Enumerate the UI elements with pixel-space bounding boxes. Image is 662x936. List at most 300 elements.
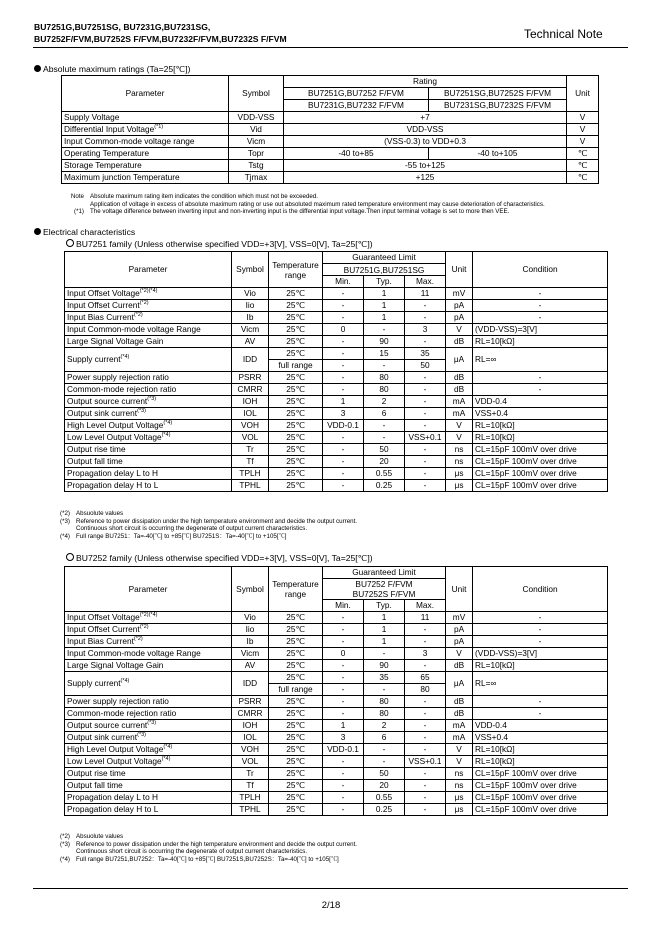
elec-row <box>65 456 608 468</box>
min-cell: - <box>323 696 364 708</box>
symbol-cell: Tstg <box>229 160 284 172</box>
temperature-cell: 25℃ <box>269 612 323 624</box>
temperature-cell: 25℃ <box>269 480 323 492</box>
parameter-name: Low Level Output Voltage <box>67 432 162 442</box>
condition-cell: - <box>473 288 608 300</box>
max-cell: - <box>405 660 446 672</box>
symbol-cell: Ib <box>232 312 269 324</box>
temperature-cell: 25℃ <box>269 780 323 792</box>
typ-cell: 80 <box>364 708 405 720</box>
condition-cell: - <box>473 312 608 324</box>
unit-cell: μs <box>446 480 473 492</box>
parameter-cell <box>65 624 232 636</box>
unit-cell: V <box>567 124 599 136</box>
typ-cell: 1 <box>364 312 405 324</box>
unit-cell: V <box>446 756 473 768</box>
footnote-ref: (*2) <box>133 636 143 642</box>
temperature-cell: 25℃ <box>269 444 323 456</box>
footnote-ref: (*2) <box>139 300 149 306</box>
note-line <box>46 856 357 864</box>
unit-cell: ℃ <box>567 172 599 184</box>
condition-cell: RL=10[kΩ] <box>473 756 608 768</box>
unit-cell: dB <box>446 708 473 720</box>
unit-cell: ns <box>446 768 473 780</box>
header-parameter: Parameter <box>65 567 232 612</box>
bu7252-family-title: BU7252 family (Unless otherwise specified VDD=+3[V], VSS=0[V], Ta=25[℃]) <box>66 553 373 564</box>
condition-cell: CL=15pF 100mV over drive <box>473 780 608 792</box>
note-key: (*2) <box>60 510 70 517</box>
typ-cell: 90 <box>364 336 405 348</box>
parameter-cell <box>65 756 232 768</box>
abs-max-section-title: Absolute maximum ratings (Ta=25[℃]) <box>34 64 190 75</box>
note-text: Full range BU7251：Ta=-40[℃] to +85[℃] BU7251S：Ta=-40[℃] to +105[℃] <box>76 532 287 540</box>
parameter-name: High Level Output Voltage <box>67 744 164 754</box>
typ-cell: 15 <box>364 348 405 360</box>
typ-cell: 0.25 <box>364 804 405 816</box>
parameter-name: Large Signal Voltage Gain <box>67 336 164 346</box>
min-cell: - <box>323 672 364 684</box>
typ-cell: - <box>364 744 405 756</box>
max-cell: - <box>405 720 446 732</box>
typ-cell: 6 <box>364 732 405 744</box>
note-key: (*1) <box>74 208 84 216</box>
min-cell: - <box>323 624 364 636</box>
typ-cell: 50 <box>364 444 405 456</box>
condition-cell: RL=∞ <box>473 672 608 696</box>
note-line <box>46 848 357 856</box>
note-line <box>46 833 357 841</box>
parameter-name: Storage Temperature <box>64 160 142 170</box>
parameter-cell <box>65 372 232 384</box>
typ-cell: 0.55 <box>364 792 405 804</box>
min-cell: VDD-0.1 <box>323 420 364 432</box>
header-divider <box>33 47 628 48</box>
title-line-1: BU7251G,BU7251SG, BU7231G,BU7231SG, <box>34 22 211 32</box>
typ-cell: - <box>364 756 405 768</box>
temperature-cell: 25℃ <box>269 384 323 396</box>
temperature-cell: 25℃ <box>269 660 323 672</box>
typ-cell: 80 <box>364 372 405 384</box>
parameter-cell <box>65 744 232 756</box>
header-typ: Typ. <box>364 600 405 612</box>
symbol-cell: VOH <box>232 744 269 756</box>
condition-cell: (VDD-VSS)=3[V] <box>473 324 608 336</box>
symbol-cell: VOH <box>232 420 269 432</box>
min-cell: 1 <box>323 720 364 732</box>
unit-cell: μA <box>446 672 473 696</box>
header-unit: Unit <box>446 567 473 612</box>
elec-row <box>65 324 608 336</box>
parameter-name: Output sink current <box>67 732 138 742</box>
symbol-cell: VOL <box>232 432 269 444</box>
elec-row <box>65 732 608 744</box>
footnote-ref: (*2) <box>133 312 143 318</box>
typ-cell: 1 <box>364 300 405 312</box>
condition-cell: - <box>473 636 608 648</box>
header-guaranteed-limit: Guaranteed Limit <box>323 567 446 579</box>
typ-cell: 80 <box>364 696 405 708</box>
note-text: Continuous short circuit is occurring the degenerate of output current characteristics. <box>76 525 308 533</box>
footnote-ref: (*4) <box>120 678 130 684</box>
temperature-cell: 25℃ <box>269 288 323 300</box>
note-text: Continuous short circuit is occurring the degenerate of output current characteristics. <box>76 848 308 856</box>
abs-header-group1-line1: BU7251G,BU7252 F/FVM <box>284 88 429 100</box>
footnote-ref: (*4) <box>161 756 171 762</box>
temperature-cell: 25℃ <box>269 792 323 804</box>
circle-bullet-icon <box>66 239 74 247</box>
typ-cell: 1 <box>364 612 405 624</box>
abs-header-group2-line2: BU7231SG,BU7232S F/FVM <box>429 100 567 112</box>
max-cell: - <box>405 636 446 648</box>
parameter-name: Input Bias Current <box>67 312 134 322</box>
elec-row <box>65 612 608 624</box>
typ-cell: 20 <box>364 780 405 792</box>
temperature-cell: 25℃ <box>269 396 323 408</box>
temperature-cell: 25℃ <box>269 768 323 780</box>
min-cell: - <box>323 756 364 768</box>
header-temp-line1: Temperature <box>272 259 319 270</box>
footnote-ref: (*2) <box>139 624 149 630</box>
typ-cell: - <box>364 360 405 372</box>
symbol-cell: CMRR <box>232 708 269 720</box>
symbol-cell: IOH <box>232 720 269 732</box>
note-text: Reference to power dissipation under the high temperature environment and decide the output current. <box>76 840 358 848</box>
min-cell: - <box>323 660 364 672</box>
symbol-cell: IDD <box>232 348 269 372</box>
elec-row <box>65 780 608 792</box>
parameter-name: Input Offset Voltage <box>67 612 140 622</box>
min-cell: - <box>323 348 364 360</box>
unit-cell: pA <box>446 624 473 636</box>
temperature-cell: 25℃ <box>269 756 323 768</box>
parameter-name: Propagation delay L to H <box>67 468 159 478</box>
title-line-2: BU7252F/FVM,BU7252S F/FVM,BU7232F/FVM,BU7232S F/FVM <box>34 34 287 44</box>
max-cell: - <box>405 300 446 312</box>
elec-row <box>65 480 608 492</box>
abs-header-symbol: Symbol <box>229 76 284 112</box>
part-number-line2: BU7252S F/FVM <box>352 589 416 599</box>
abs-row <box>62 124 599 136</box>
footnote-ref: (*4) <box>163 420 173 426</box>
elec-row <box>65 756 608 768</box>
symbol-cell: TPHL <box>232 480 269 492</box>
note-text: Application of voltage in excess of absolute maximum rating or use out absoluted maximum rated temperature environment may cause deterioration of characteristics. <box>90 200 545 208</box>
parameter-cell <box>65 324 232 336</box>
rating-cell: VDD-VSS <box>284 124 567 136</box>
parameter-cell <box>65 780 232 792</box>
elec-row <box>65 288 608 300</box>
elec-row <box>65 720 608 732</box>
temperature-cell: 25℃ <box>269 720 323 732</box>
parameter-cell <box>65 444 232 456</box>
condition-cell: - <box>473 612 608 624</box>
temperature-cell: 25℃ <box>269 804 323 816</box>
max-cell: 3 <box>405 648 446 660</box>
note-text: Absuolute values <box>76 510 124 517</box>
parameter-name: Output rise time <box>67 444 126 454</box>
parameter-name: Output fall time <box>67 456 123 466</box>
parameter-name: Output rise time <box>67 768 126 778</box>
temperature-cell: 25℃ <box>269 696 323 708</box>
note-line <box>60 201 545 209</box>
max-cell: - <box>405 336 446 348</box>
note-line <box>60 193 545 201</box>
max-cell: - <box>405 732 446 744</box>
footnote-ref: (*3) <box>137 732 146 738</box>
rating-cell: +125 <box>284 172 567 184</box>
parameter-name: Input Common-mode voltage Range <box>67 324 201 334</box>
note-key <box>46 848 70 856</box>
temperature-cell: 25℃ <box>269 348 323 360</box>
typ-cell: 50 <box>364 768 405 780</box>
temperature-cell: 25℃ <box>269 468 323 480</box>
parameter-cell <box>65 792 232 804</box>
symbol-cell: AV <box>232 336 269 348</box>
footnote-ref: (*4) <box>120 354 130 360</box>
parameter-name: High Level Output Voltage <box>67 420 164 430</box>
elec-header-row <box>65 252 608 264</box>
header-max: Max. <box>405 276 446 288</box>
condition-cell: (VDD-VSS)=3[V] <box>473 648 608 660</box>
typ-cell: 2 <box>364 396 405 408</box>
unit-cell: mV <box>446 612 473 624</box>
min-cell: - <box>323 312 364 324</box>
elec-row <box>65 420 608 432</box>
typ-cell: - <box>364 648 405 660</box>
technical-note-label: Technical Note <box>524 27 603 41</box>
max-cell: - <box>405 780 446 792</box>
symbol-cell: Tr <box>232 768 269 780</box>
note-text: Full range BU7251,BU7252：Ta=-40[℃] to +85[℃] BU7251S,BU7252S：Ta=-40[℃] to +105[℃] <box>76 855 339 863</box>
note-text: Reference to power dissipation under the high temperature environment and decide the output current. <box>76 517 358 525</box>
min-cell: - <box>323 684 364 696</box>
elec-row <box>65 384 608 396</box>
max-cell: - <box>405 804 446 816</box>
bu7251-notes <box>46 510 357 540</box>
abs-header-group1-line2: BU7231G,BU7232 F/FVM <box>284 100 429 112</box>
unit-cell: pA <box>446 636 473 648</box>
condition-cell: CL=15pF 100mV over drive <box>473 792 608 804</box>
parameter-cell <box>65 396 232 408</box>
elec-row <box>65 708 608 720</box>
symbol-cell: IDD <box>232 672 269 696</box>
min-cell: 0 <box>323 648 364 660</box>
temperature-cell: full range <box>269 360 323 372</box>
min-cell: - <box>323 612 364 624</box>
unit-cell: dB <box>446 372 473 384</box>
abs-max-notes <box>60 193 545 216</box>
temperature-cell: full range <box>269 684 323 696</box>
max-cell: - <box>405 468 446 480</box>
note-line <box>46 841 357 849</box>
note-key: (*3) <box>60 517 70 525</box>
condition-cell: VDD-0.4 <box>473 720 608 732</box>
rating-cell: (VSS-0.3) to VDD+0.3 <box>284 136 567 148</box>
unit-cell: μA <box>446 348 473 372</box>
min-cell: - <box>323 444 364 456</box>
min-cell: - <box>323 768 364 780</box>
parameter-cell <box>65 708 232 720</box>
rating-cell: -55 to+125 <box>284 160 567 172</box>
note-key: Note <box>70 193 84 200</box>
symbol-cell: Iio <box>232 300 269 312</box>
parameter-name: Power supply rejection ratio <box>67 372 169 382</box>
min-cell: - <box>323 468 364 480</box>
parameter-cell <box>65 660 232 672</box>
unit-cell: V <box>446 744 473 756</box>
parameter-cell <box>65 408 232 420</box>
condition-cell: - <box>473 372 608 384</box>
unit-cell: pA <box>446 300 473 312</box>
max-cell: - <box>405 768 446 780</box>
elec-row <box>65 768 608 780</box>
temperature-cell: 25℃ <box>269 624 323 636</box>
condition-cell: - <box>473 300 608 312</box>
note-key <box>60 201 84 209</box>
parameter-cell <box>65 288 232 300</box>
abs-row <box>62 160 599 172</box>
part-number-line1: BU7252 F/FVM <box>355 579 413 589</box>
note-line <box>46 518 357 526</box>
elec-row <box>65 792 608 804</box>
header-temp-line2: range <box>284 269 307 280</box>
condition-cell: CL=15pF 100mV over drive <box>473 804 608 816</box>
temperature-cell: 25℃ <box>269 372 323 384</box>
abs-row <box>62 172 599 184</box>
typ-cell: 1 <box>364 636 405 648</box>
parameter-cell <box>65 300 232 312</box>
symbol-cell: PSRR <box>232 372 269 384</box>
note-line <box>46 533 357 541</box>
footnote-ref: (*4) <box>161 432 171 438</box>
parameter-name: Common-mode rejection ratio <box>67 708 177 718</box>
parameter-cell <box>65 348 232 372</box>
unit-cell: V <box>446 432 473 444</box>
parameter-name: Propagation delay L to H <box>67 792 159 802</box>
unit-cell: ℃ <box>567 160 599 172</box>
unit-cell: V <box>567 136 599 148</box>
min-cell: 0 <box>323 324 364 336</box>
elec-row <box>65 636 608 648</box>
header-guaranteed-limit: Guaranteed Limit <box>323 252 446 264</box>
typ-cell: 2 <box>364 720 405 732</box>
rating-cell: +7 <box>284 112 567 124</box>
page-number: 2/18 <box>321 900 341 911</box>
parameter-cell <box>65 468 232 480</box>
max-cell: 3 <box>405 324 446 336</box>
parameter-cell <box>65 480 232 492</box>
parameter-name: Supply current <box>67 678 121 688</box>
min-cell: - <box>323 384 364 396</box>
min-cell: - <box>323 288 364 300</box>
max-cell: VSS+0.1 <box>405 756 446 768</box>
condition-cell: CL=15pF 100mV over drive <box>473 468 608 480</box>
max-cell: VSS+0.1 <box>405 432 446 444</box>
elec-row-supply-current <box>65 348 608 360</box>
parameter-name: Differential Input Voltage <box>64 124 155 134</box>
min-cell: - <box>323 480 364 492</box>
min-cell: 1 <box>323 396 364 408</box>
typ-cell: - <box>364 432 405 444</box>
parameter-cell <box>65 648 232 660</box>
max-cell: 50 <box>405 360 446 372</box>
symbol-cell: Tf <box>232 456 269 468</box>
part-number-line1: BU7251G,BU7251SG <box>343 264 425 275</box>
note-key: (*2) <box>60 833 70 840</box>
elec-row <box>65 408 608 420</box>
typ-cell: 35 <box>364 672 405 684</box>
note-key: (*3) <box>60 840 70 848</box>
unit-cell: μs <box>446 468 473 480</box>
min-cell: - <box>323 792 364 804</box>
temperature-cell: 25℃ <box>269 420 323 432</box>
parameter-name: Output source current <box>67 396 148 406</box>
rating-cell: -40 to+105 <box>429 148 567 160</box>
unit-cell: V <box>567 112 599 124</box>
typ-cell: 1 <box>364 288 405 300</box>
symbol-cell: Ib <box>232 636 269 648</box>
condition-cell: RL=10[kΩ] <box>473 336 608 348</box>
parameter-name: Output fall time <box>67 780 123 790</box>
header-part-number <box>323 264 446 276</box>
note-key: (*4) <box>60 855 70 863</box>
unit-cell: ns <box>446 456 473 468</box>
circle-bullet-icon <box>66 553 74 561</box>
symbol-cell: Vicm <box>232 648 269 660</box>
header-symbol: Symbol <box>232 567 269 612</box>
condition-cell: CL=15pF 100mV over drive <box>473 768 608 780</box>
parameter-name: Output source current <box>67 720 148 730</box>
temperature-cell: 25℃ <box>269 324 323 336</box>
note-key <box>46 525 70 533</box>
max-cell: - <box>405 420 446 432</box>
min-cell: VDD-0.1 <box>323 744 364 756</box>
temperature-cell: 25℃ <box>269 432 323 444</box>
parameter-cell <box>65 768 232 780</box>
condition-cell: - <box>473 384 608 396</box>
parameter-name: Output sink current <box>67 408 138 418</box>
abs-max-table <box>61 75 599 184</box>
max-cell: - <box>405 372 446 384</box>
header-unit: Unit <box>446 252 473 288</box>
symbol-cell: Tr <box>232 444 269 456</box>
parameter-name: Propagation delay H to L <box>67 804 159 814</box>
max-cell: 80 <box>405 684 446 696</box>
elec-row-supply-current <box>65 672 608 684</box>
typ-cell: 0.55 <box>364 468 405 480</box>
unit-cell: V <box>446 324 473 336</box>
parameter-name: Input Offset Current <box>67 300 140 310</box>
header-condition: Condition <box>473 567 608 612</box>
unit-cell: mV <box>446 288 473 300</box>
parameter-cell <box>65 432 232 444</box>
parameter-name: Input Offset Voltage <box>67 288 140 298</box>
elec-row <box>65 648 608 660</box>
header-min: Min. <box>323 276 364 288</box>
parameter-cell <box>62 124 229 136</box>
elec-row <box>65 660 608 672</box>
condition-cell: - <box>473 708 608 720</box>
elec-row <box>65 468 608 480</box>
symbol-cell: IOL <box>232 732 269 744</box>
condition-cell: CL=15pF 100mV over drive <box>473 480 608 492</box>
unit-cell: dB <box>446 660 473 672</box>
temperature-cell: 25℃ <box>269 300 323 312</box>
parameter-name: Supply Voltage <box>64 112 120 122</box>
elec-header-row <box>65 567 608 579</box>
condition-cell: VSS+0.4 <box>473 732 608 744</box>
note-line <box>60 208 545 216</box>
